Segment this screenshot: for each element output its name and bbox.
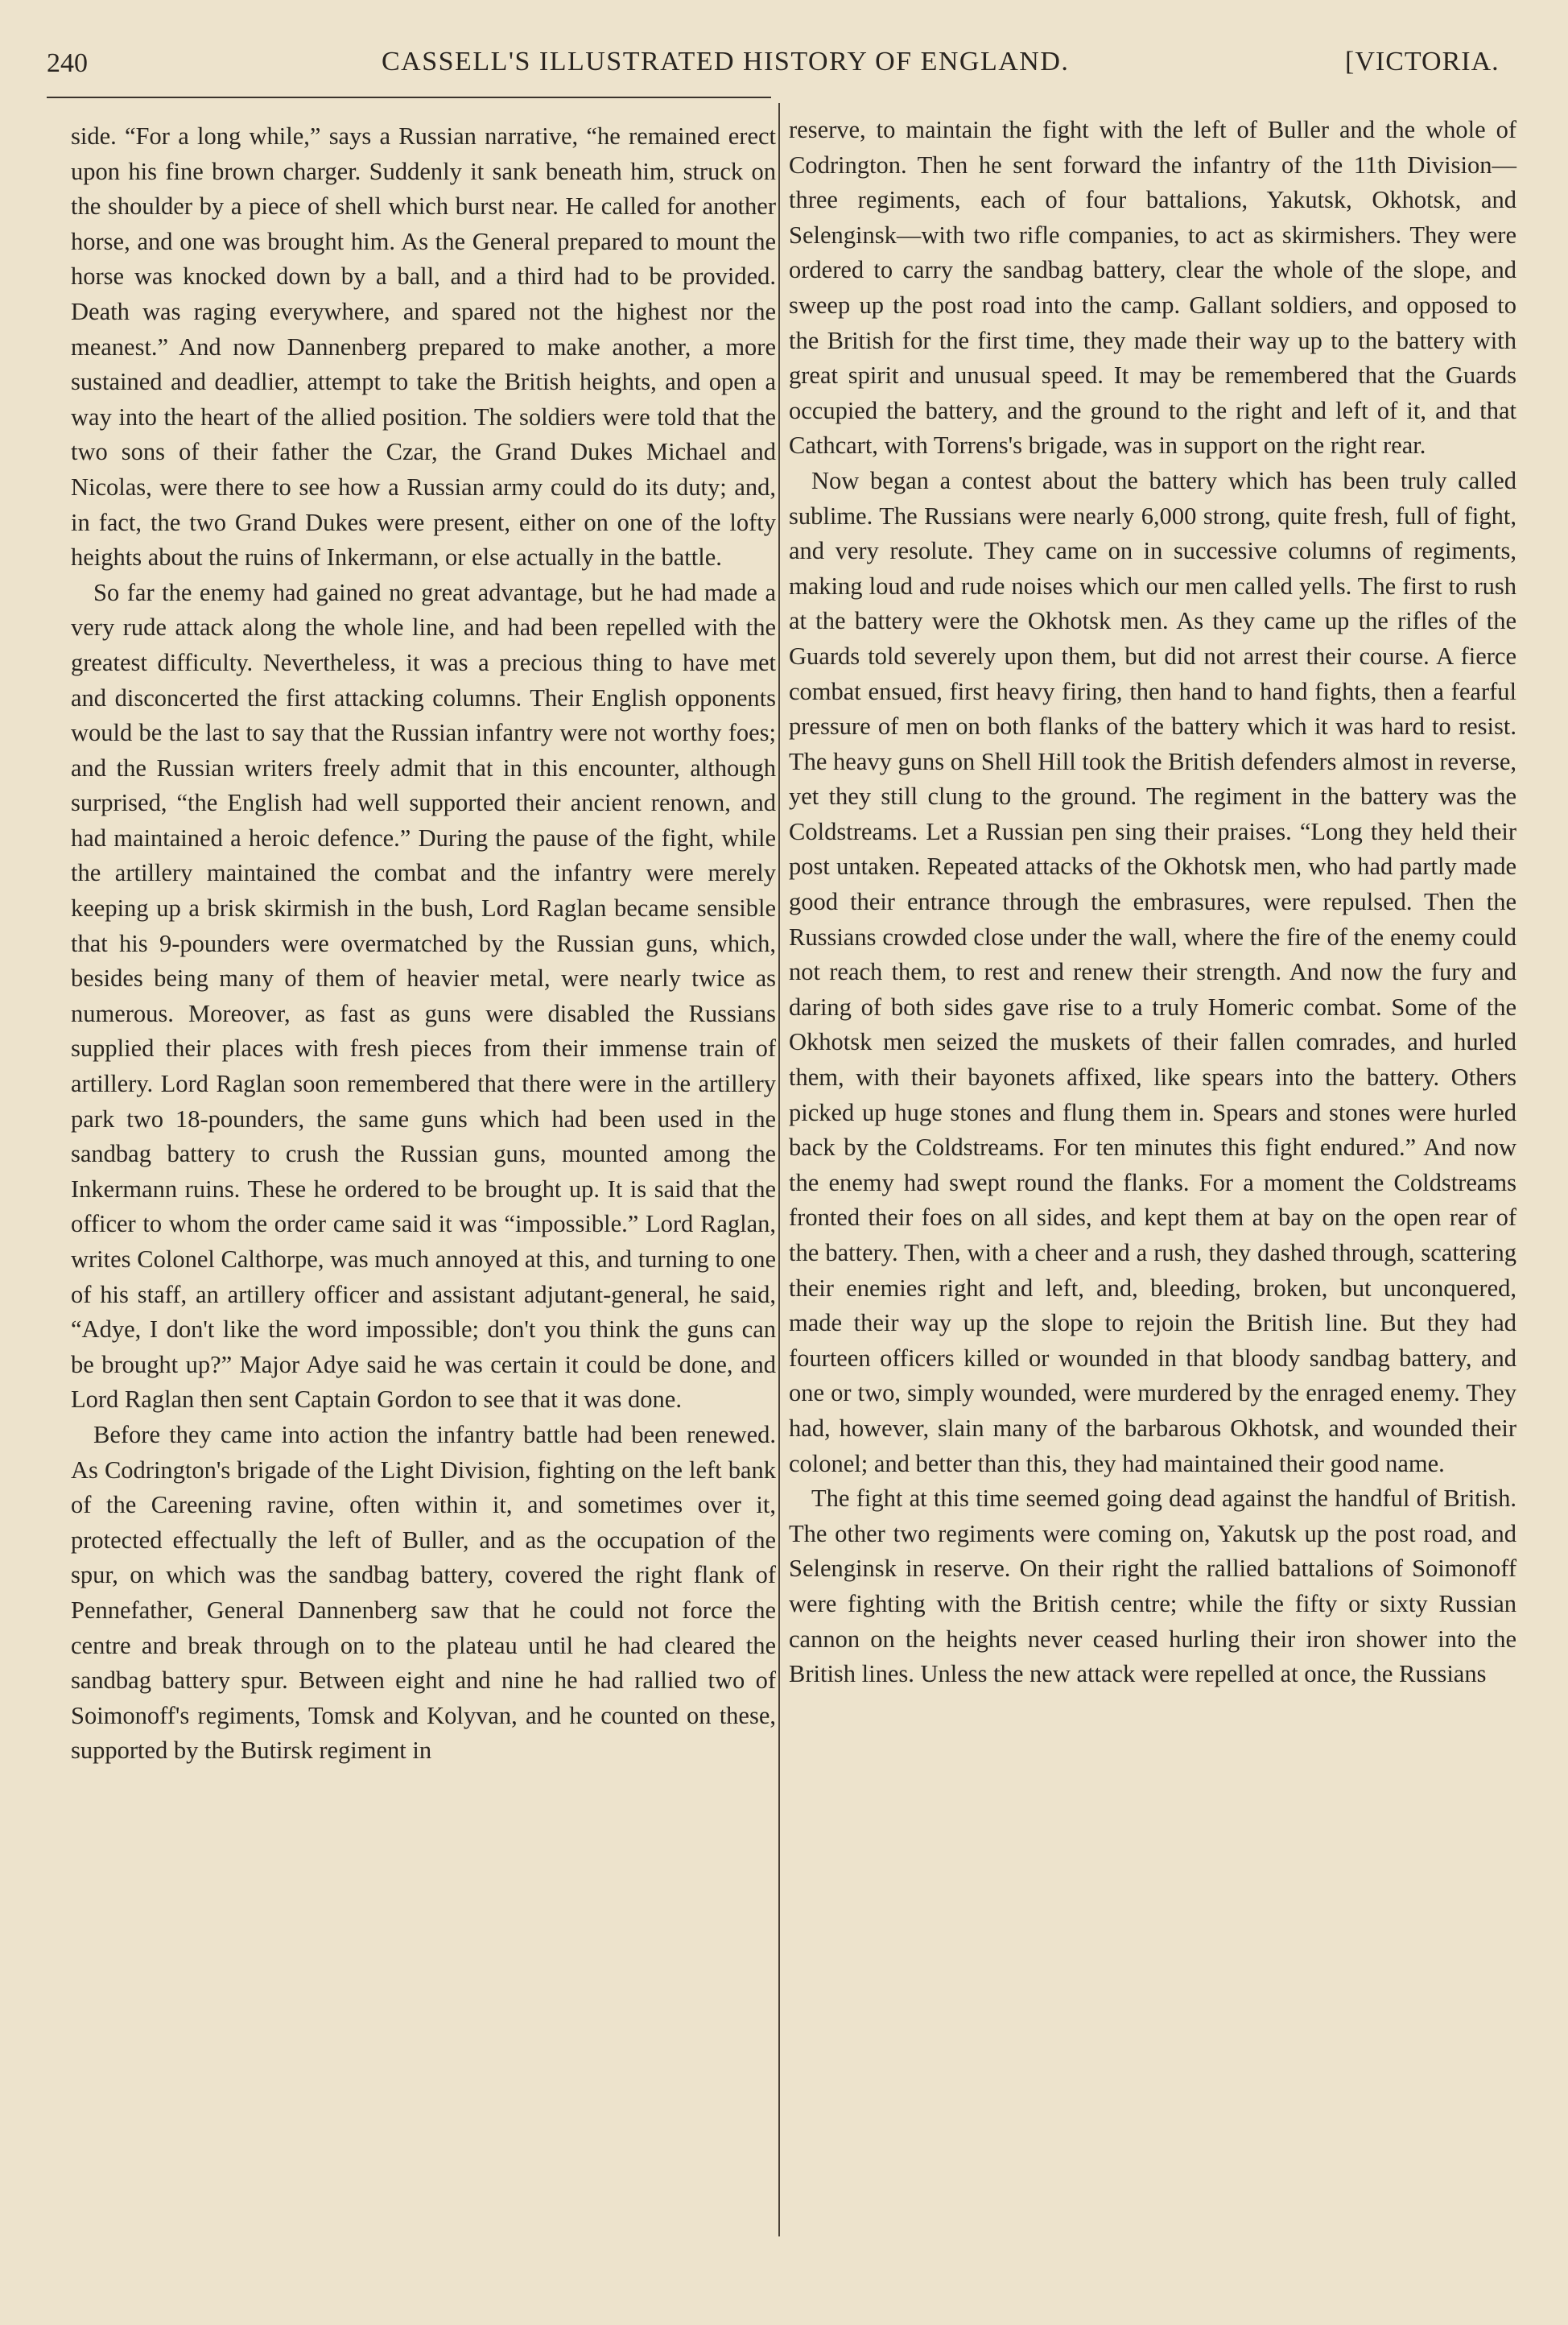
paragraph: reserve, to maintain the fight with the left of Buller and the whole of Codrington. Then he sent forward the infantry of the 11th Division—three regiments, each of four battalions, Yakutsk, Okhotsk, and Selenginsk—with two rifle companies, to act as skirmishers. They were ordered to carry the sandbag battery, clear the whole of the slope, and sweep up the post road into the camp. Gallant soldiers, and opposed to the British for the first time, they made their way up to the battery with great spirit and unusual speed. It may be remembered that the Guards occupied the battery, and the ground to the right and left of it, and that Cathcart, with Torrens's brigade, was in support on the right rear. (789, 116, 1516, 460)
column-divider (778, 103, 780, 2236)
left-column (71, 119, 776, 1769)
paragraph: So far the enemy had gained no great advantage, but he had made a very rude attack along the whole line, and had been repelled with the greatest difficulty. Nevertheless, it was a precious thing to have met and disconcerted the first attacking columns. Their English opponents would be the last to say that the Russian infantry were not worthy foes; and the Russian writers freely admit that in this encounter, although surprised, “the English had well supported their ancient renown, and had maintained a heroic defence.” During the pause of the fight, while the artillery maintained the combat and the infantry were merely keeping up a brisk skirmish in the bush, Lord Raglan became sensible that his 9-pounders were overmatched by the Russian guns, which, besides being many of them of heavier metal, were nearly twice as numerous. Moreover, as fast as guns were disabled the Russians supplied their places with fresh pieces from their immense train of artillery. Lord Raglan soon remembered that there were in the artillery park two 18-pounders, the same guns which had been used in the sandbag battery to crush the Russian guns, mounted among the Inkermann ruins. These he ordered to be brought up. It is said that the officer to whom the order came said it was “impossible.” Lord Raglan, writes Colonel Calthorpe, was much annoyed at this, and turning to one of his staff, an artillery officer and assistant adjutant-general, he said, “Adye, I don't like the word impossible; don't you think the guns can be brought up?” Major Adye said he was certain it could be done, and Lord Raglan then sent Captain Gordon to see that it was done. (71, 578, 776, 1414)
running-title: CASSELL'S ILLUSTRATED HISTORY OF ENGLAND. (382, 47, 1070, 76)
header-rule (47, 97, 771, 98)
paragraph: The fight at this time seemed going dead against the handful of British. The other two regiments were coming on, Yakutsk up the post road, and Selenginsk in reserve. On their right the rallied battalions of Soimonoff were fighting with the British centre; while the fifty or sixty Russian cannon on the heights never ceased hurling their iron shower into the British lines. Unless the new attack were repelled at once, the Russians (789, 1485, 1516, 1688)
paragraph: Now began a contest about the battery which has been truly called sublime. The Russians were nearly 6,000 strong, quite fresh, full of fight, and very resolute. They came on in successive columns of regiments, making loud and rude noises which our men called yells. The first to rush at the battery were the Okhotsk men. As they came up the rifles of the Guards told severely upon them, but did not arrest their course. A fierce combat ensued, first heavy firing, then hand to hand fights, then a fearful pressure of men on both flanks of the battery which it was hard to resist. The heavy guns on Shell Hill took the British defenders almost in reverse, yet they still clung to the ground. The regiment in the battery was the Coldstreams. Let a Russian pen sing their praises. “Long they held their post untaken. Repeated attacks of the Okhotsk men, who had partly made good their entrance through the embrasures, were repulsed. Then the Russians crowded close under the wall, where the fire of the enemy could not reach them, to rest and renew their strength. And now the fury and daring of both sides gave rise to a truly Homeric combat. Some of the Okhotsk men seized the muskets of their fallen comrades, and hurled them, with their bayonets affixed, like spears into the battery. Others picked up huge stones and flung them in. Spears and stones were hurled back by the Coldstreams. For ten minutes this fight endured.” And now the enemy had swept round the flanks. For a moment the Coldstreams fronted their foes on all sides, and kept them at bay on the open rear of the battery. Then, with a cheer and a rush, they dashed through, scattering their enemies right and left, and, bleeding, broken, but unconquered, made their way up the slope to rejoin the British line. But they had fourteen officers killed or wounded in that bloody sandbag battery, and one or two, simply wounded, were murdered by the enraged enemy. They had, however, slain many of the barbarous Okhotsk, and wounded their colonel; and better than this, they had maintained their good name. (789, 466, 1516, 1477)
paragraph: Before they came into action the infantry battle had been renewed. As Codrington's brigade of the Light Division, fighting on the left bank of the Careening ravine, often within it, and sometimes over it, protected effectually the left of Buller, and as the occupation of the spur, on which was the sandbag battery, covered the right flank of Pennefather, General Dannenberg saw that he could not force the centre and break through on to the plateau until he had cleared the sandbag battery spur. Between eight and nine he had rallied two of Soimonoff's regiments, Tomsk and Kolyvan, and he counted on these, supported by the Butirsk regiment in (71, 1420, 776, 1765)
page-number: 240 (47, 48, 88, 78)
section-label: [VICTORIA. (1345, 47, 1500, 76)
paragraph: side. “For a long while,” says a Russian narrative, “he remained erect upon his fine brown charger. Suddenly it sank beneath him, struck on the shoulder by a piece of shell which burst near. He called for another horse, and one was brought him. As the General prepared to mount the horse was knocked down by a ball, and a third had to be provided. Death was raging everywhere, and spared not the highest nor the meanest.” And now Dannenberg prepared to make another, a more sustained and deadlier, attempt to take the British heights, and open a way into the heart of the allied position. The soldiers were told that the two sons of their father the Czar, the Grand Dukes Michael and Nicolas, were there to see how a Russian army could do its duty; and, in fact, the two Grand Dukes were present, either on one of the lofty heights about the ruins of Inkermann, or else actually in the battle. (71, 122, 776, 572)
running-header (47, 42, 1500, 90)
right-column (789, 113, 1516, 1692)
